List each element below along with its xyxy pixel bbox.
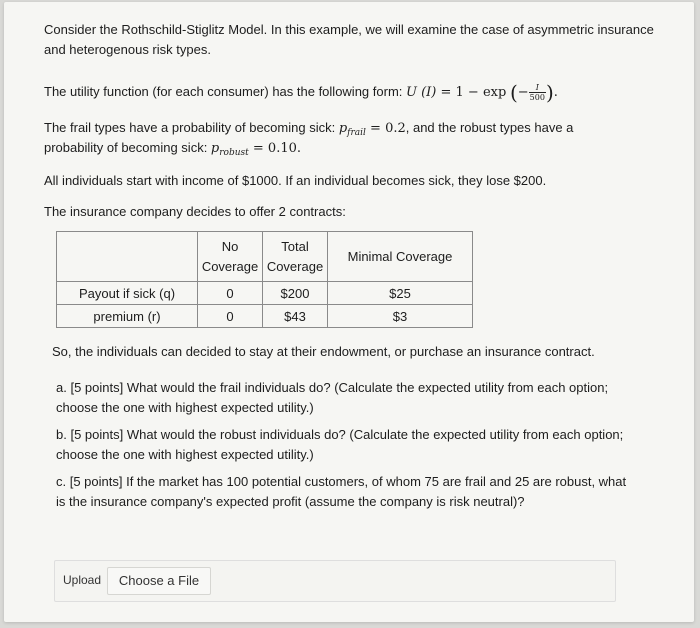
frail-lead: The frail types have a probability of becoming sick:	[44, 120, 339, 135]
frail-middle: , and the robust types have a	[405, 120, 574, 135]
robust-p-symbol: p	[210, 141, 220, 156]
header-no-coverage: No Coverage	[198, 232, 263, 282]
robust-prob-line	[44, 138, 301, 160]
header-empty-cell	[57, 232, 198, 282]
utility-lead: The utility function (for each consumer) has the following form:	[44, 84, 406, 99]
cell-total-coverage: $200	[263, 282, 328, 305]
table-row	[57, 282, 473, 305]
cell-minimal-coverage: $3	[328, 305, 473, 328]
income-text: All individuals start with income of $1000. If an individual becomes sick, they lose $200.	[44, 173, 547, 188]
frail-p-symbol: p	[338, 121, 348, 136]
minus-sign: −	[517, 85, 529, 100]
cell-minimal-coverage: $25	[328, 282, 473, 305]
open-paren: (	[509, 80, 518, 105]
header-total-coverage: Total Coverage	[263, 232, 328, 282]
robust-value: = 0.10.	[248, 141, 302, 156]
question-b: b. [5 points] What would the robust individuals do? (Calculate the expected utility from each option; choose the one with highest expected utility.)	[56, 427, 624, 462]
table-header-row	[57, 232, 473, 282]
robust-lead: probability of becoming sick:	[44, 140, 211, 155]
so-text: So, the individuals can decided to stay at their endowment, or purchase an insurance contract.	[52, 344, 595, 359]
choose-file-button[interactable]: Choose a File	[107, 567, 211, 595]
question-card	[4, 2, 694, 622]
header-minimal-coverage: Minimal Coverage	[328, 232, 473, 282]
utility-fraction	[529, 83, 546, 102]
table-row	[57, 305, 473, 328]
upload-area	[54, 560, 616, 602]
question-a: a. [5 points] What would the frail individuals do? (Calculate the expected utility from each option; choose the one with highest expected utility.)	[56, 380, 609, 415]
cell-no-coverage: 0	[198, 282, 263, 305]
fraction-denominator: 500	[529, 93, 545, 103]
robust-subscript: robust	[219, 148, 249, 158]
contracts-table	[56, 231, 473, 328]
offer-text: The insurance company decides to offer 2 contracts:	[44, 204, 346, 219]
frail-subscript: frail	[347, 128, 366, 138]
close-paren: )	[545, 80, 554, 105]
utility-line: The utility function (for each consumer) has the following form: U (I) = 1 − exp (− $\frac{I}{500}$ ).	[44, 80, 558, 105]
utility-lhs: U (I)	[406, 85, 437, 100]
utility-rhs: = 1 − exp	[436, 85, 507, 100]
cell-no-coverage: 0	[198, 305, 263, 328]
question-c: c. [5 points] If the market has 100 potential customers, of whom 75 are frail and 25 are robust, what is the insurance company's expected profit (assume the company is risk neutral)?	[56, 474, 627, 509]
cell-total-coverage: $43	[263, 305, 328, 328]
frail-value: = 0.2	[365, 121, 406, 136]
upload-label: Upload	[63, 573, 102, 587]
row-label: premium (r)	[57, 305, 198, 328]
frail-prob-line	[44, 118, 573, 140]
fraction-numerator: I	[529, 83, 546, 93]
row-label: Payout if sick (q)	[57, 282, 198, 305]
intro-text: Consider the Rothschild-Stiglitz Model. In this example, we will examine the case of asymmetric insurance and heterogenous risk types.	[44, 22, 654, 57]
